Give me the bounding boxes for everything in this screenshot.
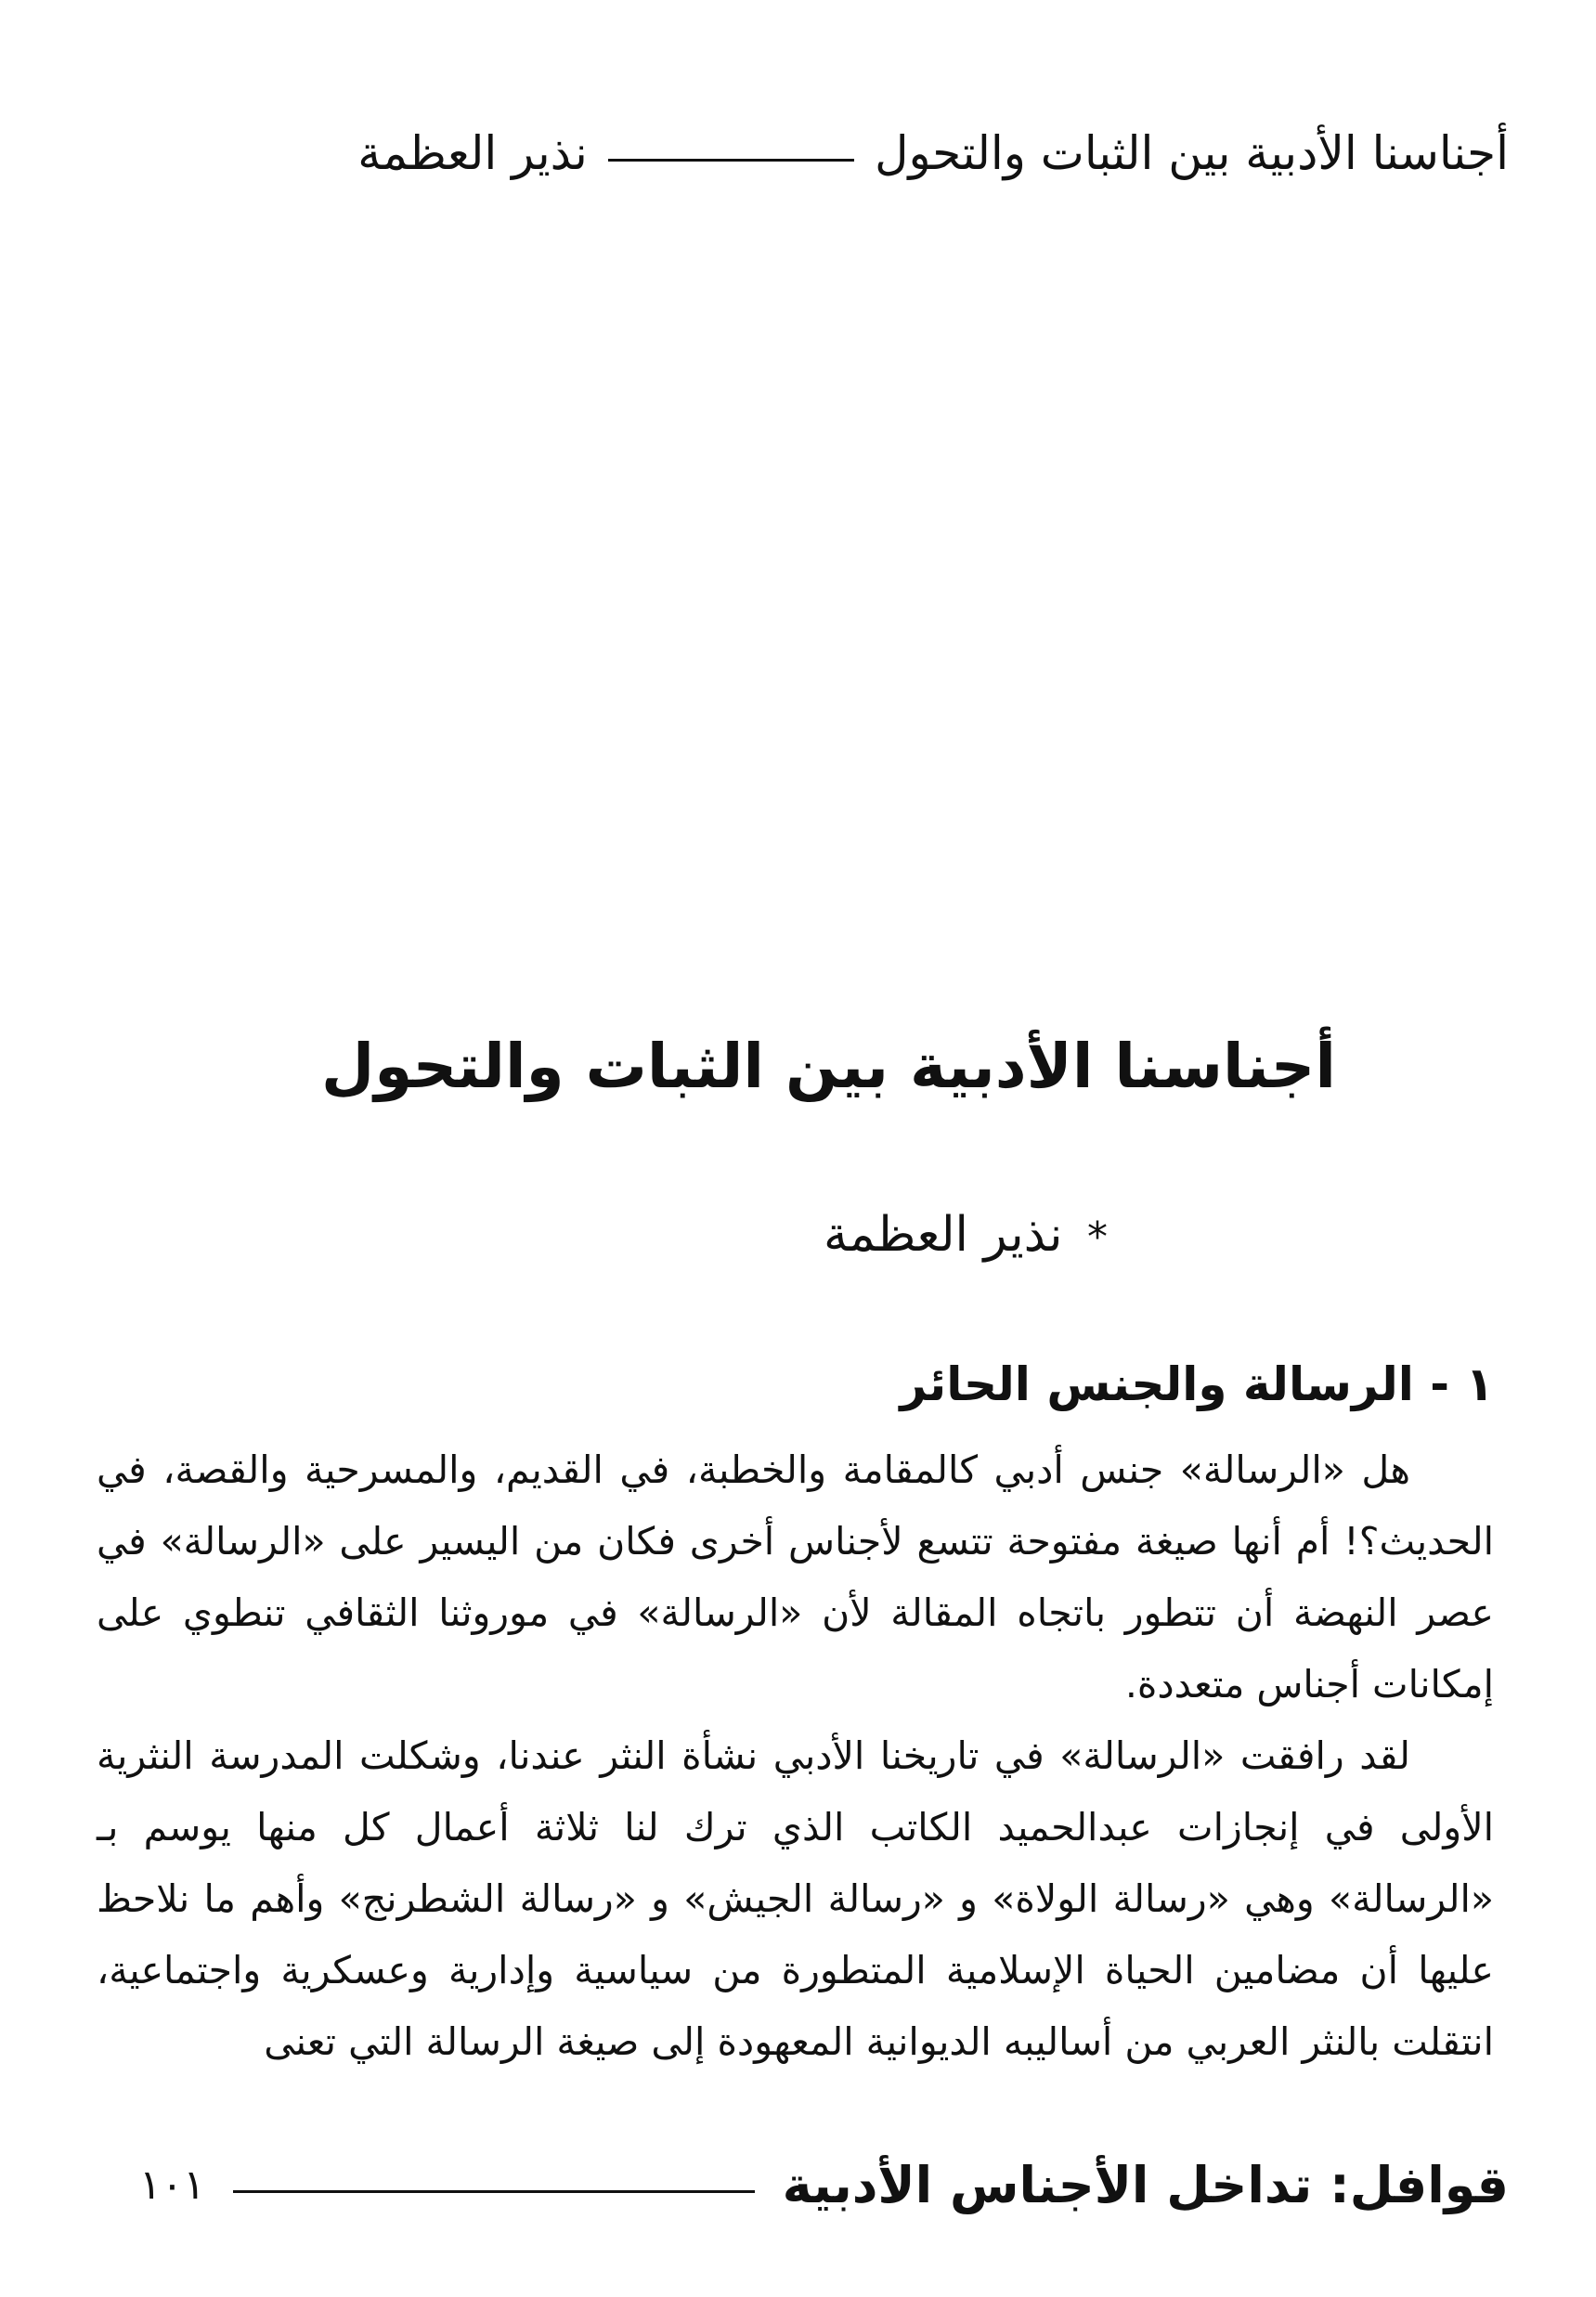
running-header-author: نذير العظمة (357, 126, 588, 180)
article-author: نذير العظمة (824, 1207, 1063, 1263)
paragraph: لقد رافقت «الرسالة» في تاريخنا الأدبي نشأة النثر عندنا، وشكلت المدرسة النثرية الأولى في إنجازات عبدالحميد الكاتب الذي ترك لنا ثلاثة أعمال كل منها يوسم بـ «الرسالة» وهي «رسالة الولاة» و «رسالة الجيش» و «رسالة الشطرنج» وأهم ما نلاحظ عليها أن مضامين الحياة الإسلامية المتطورة من سياسية وإدارية وعسكرية واجتماعية، انتقلت بالنثر العربي من أساليبه الديوانية المعهودة إلى صيغة الرسالة التي تعنى (97, 1733, 1494, 2064)
running-header-rule (608, 159, 854, 162)
running-footer-rule (233, 2190, 755, 2193)
running-header-title: أجناسنا الأدبية بين الثبات والتحول (875, 126, 1509, 180)
section-heading: ١ - الرسالة والجنس الحائر (900, 1357, 1494, 1411)
running-footer (139, 2152, 1509, 2217)
page-number: ١٠١ (139, 2161, 205, 2209)
author-footnote-marker: * (1086, 1213, 1108, 1261)
running-header (111, 121, 1509, 186)
body-text (97, 1434, 1494, 2078)
running-footer-journal: قوافل: تداخل الأجناس الأدبية (782, 2155, 1509, 2214)
article-byline (232, 1207, 1532, 1263)
paragraph: هل «الرسالة» جنس أدبي كالمقامة والخطبة، في القديم، والمسرحية والقصة، في الحديث؟! أم أنها صيغة مفتوحة تتسع لأجناس أخرى فكان من اليسير على «الرسالة» في عصر النهضة أن تتطور باتجاه المقالة لأن «الرسالة» في موروثنا الثقافي تنطوي على إمكانات أجناس متعددة. (97, 1447, 1494, 1707)
article-title: أجناسنا الأدبية بين الثبات والتحول (321, 1031, 1336, 1102)
